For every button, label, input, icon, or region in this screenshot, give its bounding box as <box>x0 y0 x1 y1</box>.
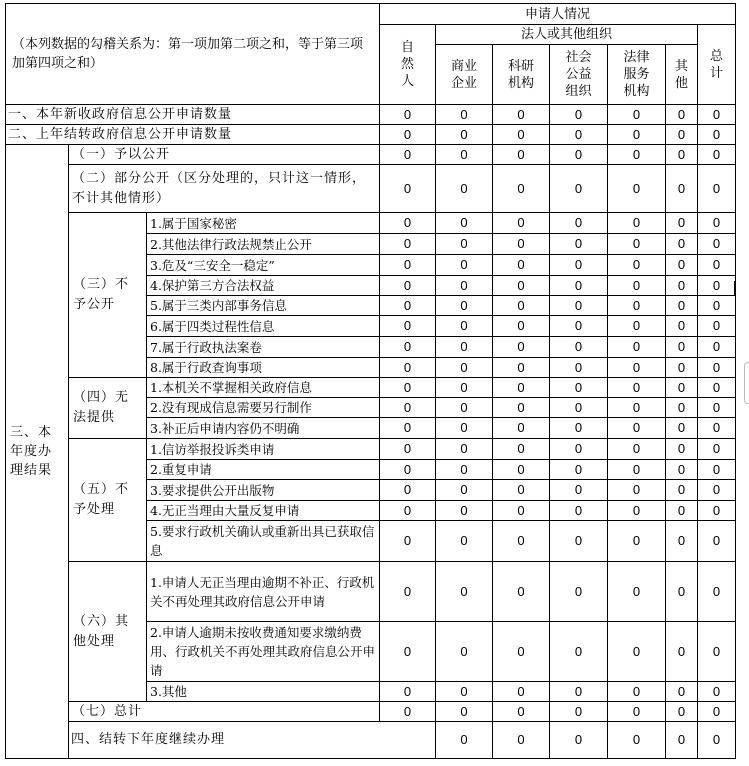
applicant-situation-header: 申请人情况 <box>380 4 736 25</box>
value-cell: 0 <box>698 480 736 501</box>
value-cell: 0 <box>666 622 698 682</box>
legal-service-header: 法律服务机构 <box>608 45 666 105</box>
value-cell: 0 <box>608 255 666 276</box>
row-item: 3.补正后申请内容仍不明确 <box>147 418 380 439</box>
value-cell: 0 <box>380 702 436 722</box>
group-other-processing: （六）其他处理 <box>69 562 147 702</box>
row-item: 5.要求行政机关确认或重新出具已获取信息 <box>147 521 380 562</box>
value-cell: 0 <box>436 358 493 378</box>
value-cell: 0 <box>698 165 736 213</box>
value-cell: 0 <box>436 702 493 722</box>
value-cell: 0 <box>608 165 666 213</box>
value-cell: 0 <box>380 316 436 337</box>
value-cell: 0 <box>698 125 736 145</box>
value-cell: 0 <box>608 562 666 622</box>
value-cell: 0 <box>666 439 698 460</box>
value-cell: 0 <box>608 418 666 439</box>
value-cell: 0 <box>666 296 698 316</box>
value-cell: 0 <box>666 125 698 145</box>
value-cell: 0 <box>493 378 550 398</box>
value-cell: 0 <box>698 398 736 418</box>
value-cell: 0 <box>380 213 436 234</box>
info-disclosure-table <box>5 3 736 759</box>
value-cell: 0 <box>436 165 493 213</box>
value-cell: 0 <box>380 337 436 358</box>
value-cell: 0 <box>698 562 736 622</box>
value-cell: 0 <box>550 255 608 276</box>
value-cell: 0 <box>698 358 736 378</box>
value-cell: 0 <box>698 145 736 165</box>
value-cell: 0 <box>436 255 493 276</box>
value-cell: 0 <box>493 255 550 276</box>
value-cell: 0 <box>436 276 493 296</box>
value-cell: 0 <box>608 521 666 562</box>
value-cell: 0 <box>380 358 436 378</box>
value-cell: 0 <box>666 234 698 255</box>
value-cell: 0 <box>493 501 550 521</box>
value-cell: 0 <box>608 622 666 682</box>
value-cell: 0 <box>608 145 666 165</box>
value-cell: 0 <box>666 378 698 398</box>
value-cell: 0 <box>698 682 736 702</box>
value-cell: 0 <box>380 562 436 622</box>
value-cell: 0 <box>666 562 698 622</box>
natural-person-header: 自然人 <box>380 25 436 105</box>
value-cell: 0 <box>608 296 666 316</box>
row-subtotal: （七）总计 <box>69 702 380 722</box>
value-cell: 0 <box>380 105 436 125</box>
value-cell: 0 <box>550 316 608 337</box>
value-cell: 0 <box>666 418 698 439</box>
value-cell: 0 <box>666 316 698 337</box>
value-cell: 0 <box>666 682 698 702</box>
value-cell: 0 <box>608 125 666 145</box>
value-cell: 0 <box>698 622 736 682</box>
value-cell: 0 <box>608 722 666 759</box>
value-cell: 0 <box>608 234 666 255</box>
value-cell: 0 <box>550 398 608 418</box>
other-header: 其他 <box>666 45 698 105</box>
value-cell: 0 <box>380 125 436 145</box>
row-item: 3.其他 <box>147 682 380 702</box>
row-item: 2.其他法律行政法规禁止公开 <box>147 234 380 255</box>
value-cell: 0 <box>436 460 493 480</box>
value-cell: 0 <box>608 682 666 702</box>
value-cell: 0 <box>380 480 436 501</box>
value-cell: 0 <box>380 501 436 521</box>
social-welfare-header: 社会公益组织 <box>550 45 608 105</box>
row-partially-disclosed: （二）部分公开（区分处理的，只计这一情形，不计其他情形） <box>69 165 380 213</box>
value-cell: 0 <box>666 165 698 213</box>
value-cell: 0 <box>698 255 736 276</box>
value-cell: 0 <box>380 682 436 702</box>
value-cell: 0 <box>493 105 550 125</box>
value-cell: 0 <box>666 145 698 165</box>
value-cell: 0 <box>698 105 736 125</box>
value-cell: 0 <box>380 165 436 213</box>
value-cell: 0 <box>436 480 493 501</box>
value-cell: 0 <box>493 234 550 255</box>
value-cell: 0 <box>550 145 608 165</box>
value-cell: 0 <box>493 521 550 562</box>
value-cell: 0 <box>436 722 493 759</box>
value-cell: 0 <box>380 145 436 165</box>
value-cell: 0 <box>550 702 608 722</box>
value-cell: 0 <box>666 105 698 125</box>
value-cell: 0 <box>550 562 608 622</box>
value-cell: 0 <box>698 316 736 337</box>
value-cell: 0 <box>380 418 436 439</box>
value-cell: 0 <box>550 337 608 358</box>
side-scroll-tab[interactable] <box>744 362 749 404</box>
value-cell: 0 <box>550 480 608 501</box>
value-cell: 0 <box>550 296 608 316</box>
value-cell: 0 <box>666 358 698 378</box>
value-cell: 0 <box>608 398 666 418</box>
relationship-note: （本列数据的勾稽关系为：第一项加第二项之和，等于第三项加第四项之和） <box>6 4 380 105</box>
value-cell: 0 <box>608 480 666 501</box>
value-cell: 0 <box>436 562 493 622</box>
value-cell: 0 <box>380 521 436 562</box>
value-cell: 0 <box>698 722 736 759</box>
value-cell: 0 <box>493 145 550 165</box>
value-cell: 0 <box>608 316 666 337</box>
value-cell: 0 <box>550 682 608 702</box>
row-item: 3.危及“三安全一稳定” <box>147 255 380 276</box>
value-cell: 0 <box>380 296 436 316</box>
value-cell: 0 <box>698 702 736 722</box>
row-item: 4.无正当理由大量反复申请 <box>147 501 380 521</box>
value-cell: 0 <box>436 521 493 562</box>
value-cell: 0 <box>380 378 436 398</box>
row-item: 2.没有现成信息需要另行制作 <box>147 398 380 418</box>
group-unable-to-provide: （四）无法提供 <box>69 378 147 439</box>
value-cell: 0 <box>380 460 436 480</box>
value-cell: 0 <box>493 418 550 439</box>
value-cell: 0 <box>698 337 736 358</box>
value-cell: 0 <box>550 125 608 145</box>
value-cell: 0 <box>666 213 698 234</box>
value-cell: 0 <box>666 501 698 521</box>
value-cell: 0 <box>698 276 736 296</box>
value-cell: 0 <box>436 682 493 702</box>
value-cell: 0 <box>666 521 698 562</box>
value-cell: 0 <box>436 622 493 682</box>
value-cell: 0 <box>666 276 698 296</box>
value-cell: 0 <box>493 439 550 460</box>
value-cell: 0 <box>493 213 550 234</box>
value-cell: 0 <box>550 722 608 759</box>
value-cell: 0 <box>380 234 436 255</box>
value-cell: 0 <box>608 358 666 378</box>
value-cell: 0 <box>550 501 608 521</box>
value-cell: 0 <box>550 213 608 234</box>
value-cell: 0 <box>380 276 436 296</box>
row-item: 1.属于国家秘密 <box>147 213 380 234</box>
value-cell: 0 <box>550 165 608 213</box>
research-institution-header: 科研机构 <box>493 45 550 105</box>
value-cell: 0 <box>436 439 493 460</box>
value-cell: 0 <box>666 722 698 759</box>
row-carried-over-applications: 二、上年结转政府信息公开申请数量 <box>6 125 380 145</box>
group-not-processed: （五）不予处理 <box>69 439 147 562</box>
total-header: 总计 <box>698 25 736 105</box>
value-cell: 0 <box>666 398 698 418</box>
row-item: 8.属于行政查询事项 <box>147 358 380 378</box>
value-cell: 0 <box>698 418 736 439</box>
value-cell: 0 <box>436 378 493 398</box>
row-carry-to-next-year: 四、结转下年度继续办理 <box>69 722 436 759</box>
value-cell: 0 <box>666 337 698 358</box>
value-cell: 0 <box>436 105 493 125</box>
group-not-disclosed: （三）不予公开 <box>69 213 147 378</box>
value-cell: 0 <box>608 213 666 234</box>
value-cell: 0 <box>380 398 436 418</box>
value-cell: 0 <box>666 480 698 501</box>
value-cell: 0 <box>493 682 550 702</box>
value-cell: 0 <box>550 622 608 682</box>
value-cell: 0 <box>493 125 550 145</box>
value-cell: 0 <box>608 501 666 521</box>
row-item: 5.属于三类内部事务信息 <box>147 296 380 316</box>
value-cell: 0 <box>380 255 436 276</box>
value-cell: 0 <box>550 105 608 125</box>
value-cell: 0 <box>493 165 550 213</box>
value-cell: 0 <box>698 234 736 255</box>
value-cell: 0 <box>666 255 698 276</box>
value-cell: 0 <box>698 439 736 460</box>
row-item: 1.本机关不掌握相关政府信息 <box>147 378 380 398</box>
value-cell: 0 <box>550 276 608 296</box>
value-cell: 0 <box>493 337 550 358</box>
value-cell: 0 <box>493 358 550 378</box>
value-cell: 0 <box>493 276 550 296</box>
value-cell: 0 <box>608 276 666 296</box>
value-cell: 0 <box>436 501 493 521</box>
value-cell: 0 <box>436 145 493 165</box>
value-cell: 0 <box>608 105 666 125</box>
row-item: 3.要求提供公开出版物 <box>147 480 380 501</box>
value-cell: 0 <box>698 296 736 316</box>
value-cell: 0 <box>608 337 666 358</box>
value-cell: 0 <box>550 358 608 378</box>
row-item: 6.属于四类过程性信息 <box>147 316 380 337</box>
row-item: 4.保护第三方合法权益 <box>147 276 380 296</box>
value-cell: 0 <box>493 296 550 316</box>
value-cell: 0 <box>698 460 736 480</box>
value-cell: 0 <box>436 296 493 316</box>
value-cell: 0 <box>380 439 436 460</box>
edge-marker <box>734 281 736 295</box>
row-item: 7.属于行政执法案卷 <box>147 337 380 358</box>
value-cell: 0 <box>698 501 736 521</box>
row-item: 1.申请人无正当理由逾期不补正、行政机关不再处理其政府信息公开申请 <box>147 562 380 622</box>
row-disclosed: （一）予以公开 <box>69 145 380 165</box>
row-item: 1.信访举报投诉类申请 <box>147 439 380 460</box>
value-cell: 0 <box>436 418 493 439</box>
value-cell: 0 <box>666 460 698 480</box>
value-cell: 0 <box>493 622 550 682</box>
value-cell: 0 <box>493 722 550 759</box>
value-cell: 0 <box>698 213 736 234</box>
value-cell: 0 <box>493 398 550 418</box>
value-cell: 0 <box>436 213 493 234</box>
value-cell: 0 <box>436 125 493 145</box>
value-cell: 0 <box>436 398 493 418</box>
value-cell: 0 <box>550 521 608 562</box>
value-cell: 0 <box>493 562 550 622</box>
row-new-applications: 一、本年新收政府信息公开申请数量 <box>6 105 380 125</box>
value-cell: 0 <box>698 521 736 562</box>
value-cell: 0 <box>436 316 493 337</box>
value-cell: 0 <box>608 702 666 722</box>
value-cell: 0 <box>608 378 666 398</box>
commercial-enterprise-header: 商业企业 <box>436 45 493 105</box>
value-cell: 0 <box>550 418 608 439</box>
value-cell: 0 <box>550 439 608 460</box>
value-cell: 0 <box>493 702 550 722</box>
section-processing-results: 三、本年度办理结果 <box>6 145 69 759</box>
value-cell: 0 <box>436 234 493 255</box>
row-item: 2.申请人逾期未按收费通知要求缴纳费用、行政机关不再处理其政府信息公开申请 <box>147 622 380 682</box>
value-cell: 0 <box>698 378 736 398</box>
value-cell: 0 <box>608 439 666 460</box>
legal-person-group-header: 法人或其他组织 <box>436 25 698 45</box>
value-cell: 0 <box>666 702 698 722</box>
value-cell: 0 <box>493 480 550 501</box>
value-cell: 0 <box>550 234 608 255</box>
value-cell: 0 <box>380 622 436 682</box>
value-cell: 0 <box>608 460 666 480</box>
value-cell: 0 <box>550 460 608 480</box>
value-cell: 0 <box>493 460 550 480</box>
value-cell: 0 <box>550 378 608 398</box>
value-cell: 0 <box>436 337 493 358</box>
value-cell: 0 <box>493 316 550 337</box>
row-item: 2.重复申请 <box>147 460 380 480</box>
